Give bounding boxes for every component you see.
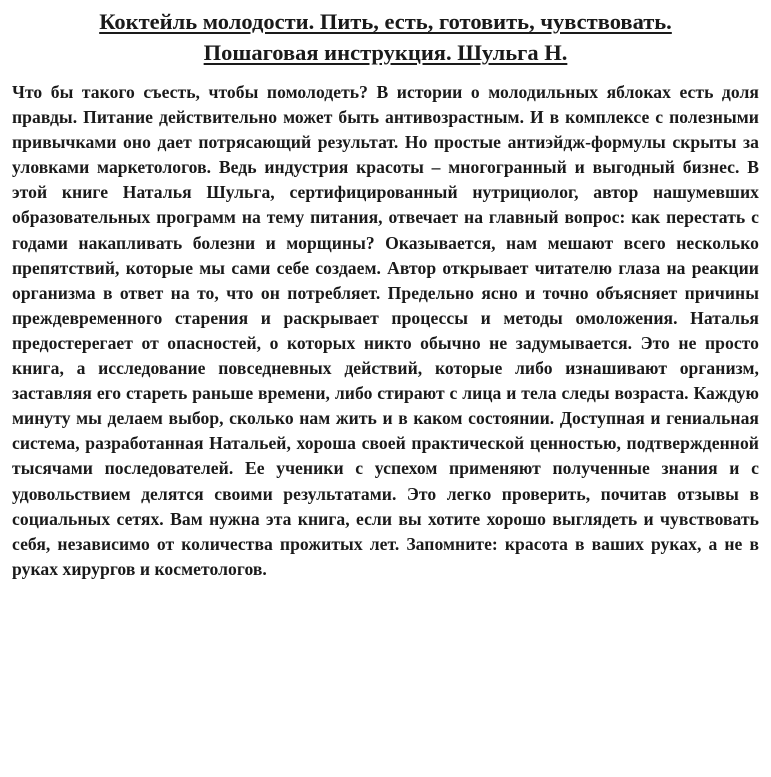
title-line-1: Коктейль молодости. Пить, есть, готовить, чувствовать.	[99, 9, 672, 34]
document-title	[12, 6, 759, 68]
title-line-2: Пошаговая инструкция. Шульга Н.	[203, 40, 568, 65]
document-body-paragraph: Что бы такого съесть, чтобы помолодеть? В истории о молодильных яблоках есть доля правды. Питание действительно может быть антивозрастным. И в комплексе с полезными привычками оно дает потрясающий результат. Но простые антиэйдж-формулы скрыты за уловками маркетологов. Ведь индустрия красоты – многогранный и выгодный бизнес. В этой книге Наталья Шульга, сертифицированный нутрициолог, автор нашумевших образовательных программ на тему питания, отвечает на главный вопрос: как перестать с годами накапливать болезни и морщины? Оказывается, нам мешают всего несколько препятствий, которые мы сами себе создаем. Автор открывает читателю глаза на реакции организма в ответ на то, что он потребляет. Предельно ясно и точно объясняет причины преждевременного старения и раскрывает процессы и методы омоложения. Наталья предостерегает от опасностей, о которых никто обычно не задумывается. Это не просто книга, а исследование повседневных действий, которые либо изнашивают организм, заставляя его стареть раньше времени, либо стирают с лица и тела следы возраста. Каждую минуту мы делаем выбор, сколько нам жить и в каком состоянии. Доступная и гениальная система, разработанная Натальей, хороша своей практической ценностью, подтвержденной тысячами последователей. Ее ученики с успехом применяют полученные знания и с удовольствием делятся своими результатами. Это легко проверить, почитав отзывы в социальных сетях. Вам нужна эта книга, если вы хотите хорошо выглядеть и чувствовать себя, независимо от количества прожитых лет. Запомните: красота в ваших руках, а не в руках хирургов и косметологов.	[12, 82, 759, 579]
